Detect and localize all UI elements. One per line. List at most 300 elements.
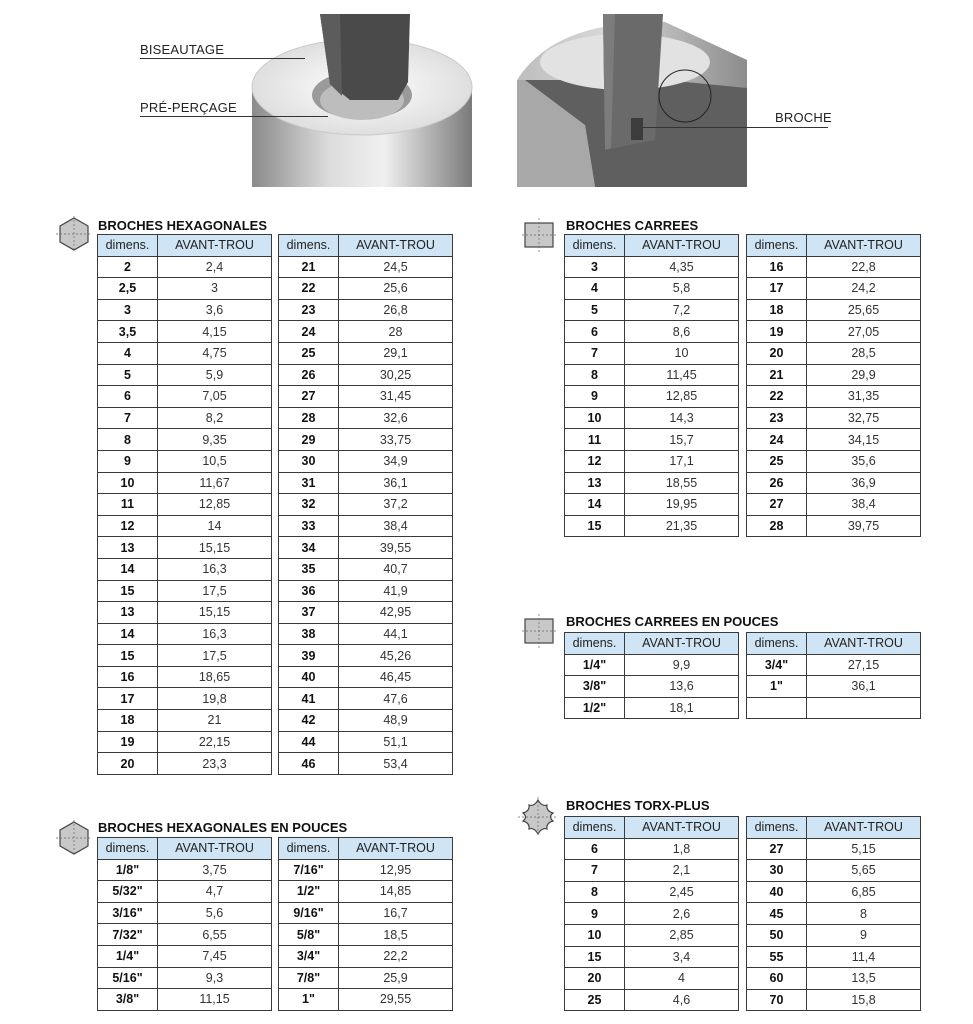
pre-percage-leader-line [140, 116, 328, 117]
cell-avant-trou: 14,3 [625, 407, 739, 429]
cell-dimension: 15 [98, 580, 158, 602]
cell-dimension: 42 [279, 710, 339, 732]
section-title-torx: BROCHES TORX-PLUS [566, 798, 710, 813]
column-header-avant-trou: AVANT-TROU [339, 838, 453, 860]
cell-avant-trou: 21,35 [625, 515, 739, 537]
cell-avant-trou: 4,6 [625, 989, 739, 1011]
cell-avant-trou: 39,55 [339, 537, 453, 559]
cell-avant-trou: 38,4 [339, 515, 453, 537]
cell-dimension: 21 [279, 256, 339, 278]
cell-dimension: 9 [98, 450, 158, 472]
column-header-dimens: dimens. [279, 838, 339, 860]
cell-avant-trou: 53,4 [339, 753, 453, 775]
column-header-dimens: dimens. [747, 235, 807, 257]
cell-dimension: 16 [98, 666, 158, 688]
cell-dimension: 25 [279, 342, 339, 364]
cell-dimension: 13 [98, 537, 158, 559]
cell-avant-trou: 3,6 [158, 299, 272, 321]
table-row [747, 654, 921, 676]
table-hex-right [278, 234, 453, 775]
table-row [98, 753, 272, 775]
cell-avant-trou: 16,3 [158, 623, 272, 645]
cell-dimension: 2,5 [98, 278, 158, 300]
cell-dimension: 3/4" [747, 654, 807, 676]
square-icon [522, 614, 556, 648]
table-row [98, 537, 272, 559]
cell-dimension: 30 [747, 860, 807, 882]
table-row [565, 278, 739, 300]
table-row [279, 299, 453, 321]
cell-avant-trou: 25,6 [339, 278, 453, 300]
cell-avant-trou: 42,95 [339, 602, 453, 624]
table-row [279, 429, 453, 451]
table-row [747, 860, 921, 882]
cell-avant-trou: 19,8 [158, 688, 272, 710]
table-hex-left [97, 234, 272, 775]
cell-avant-trou: 41,9 [339, 580, 453, 602]
cell-avant-trou: 40,7 [339, 558, 453, 580]
cell-dimension: 37 [279, 602, 339, 624]
cell-dimension: 1/4" [98, 945, 158, 967]
cell-dimension: 10 [98, 472, 158, 494]
cell-dimension: 17 [98, 688, 158, 710]
cell-dimension: 5/32" [98, 881, 158, 903]
cell-dimension: 28 [279, 407, 339, 429]
table-row [279, 753, 453, 775]
cell-avant-trou: 22,8 [807, 256, 921, 278]
table-row [98, 450, 272, 472]
cell-dimension: 45 [747, 903, 807, 925]
table-row [98, 386, 272, 408]
table-header-row [98, 235, 272, 257]
cell-avant-trou: 4 [625, 968, 739, 990]
cell-avant-trou: 6,85 [807, 881, 921, 903]
cell-dimension: 46 [279, 753, 339, 775]
cell-dimension: 20 [565, 968, 625, 990]
cell-dimension: 12 [565, 450, 625, 472]
cell-avant-trou: 5,6 [158, 902, 272, 924]
cell-dimension: 2 [98, 256, 158, 278]
cell-dimension: 7/32" [98, 924, 158, 946]
cell-dimension: 15 [565, 946, 625, 968]
cell-dimension: 6 [565, 838, 625, 860]
table-row [279, 924, 453, 946]
cell-dimension: 30 [279, 450, 339, 472]
table-row [98, 989, 272, 1011]
cell-dimension: 1/4" [565, 654, 625, 676]
cell-avant-trou: 29,1 [339, 342, 453, 364]
column-header-avant-trou: AVANT-TROU [158, 235, 272, 257]
cell-avant-trou: 7,2 [625, 299, 739, 321]
cell-avant-trou: 18,1 [625, 697, 739, 719]
cell-dimension: 6 [565, 321, 625, 343]
column-header-avant-trou: AVANT-TROU [625, 817, 739, 839]
cell-avant-trou: 11,45 [625, 364, 739, 386]
cell-avant-trou: 13,6 [625, 676, 739, 698]
cell-avant-trou: 32,75 [807, 407, 921, 429]
cell-dimension: 41 [279, 688, 339, 710]
cell-dimension: 18 [98, 710, 158, 732]
cell-avant-trou: 16,3 [158, 558, 272, 580]
column-header-dimens: dimens. [565, 235, 625, 257]
cell-avant-trou: 29,9 [807, 364, 921, 386]
table-row [747, 278, 921, 300]
cell-avant-trou: 3 [158, 278, 272, 300]
table-square-inch-left [564, 632, 739, 719]
table-row [98, 342, 272, 364]
cell-dimension: 15 [98, 645, 158, 667]
column-header-avant-trou: AVANT-TROU [807, 633, 921, 655]
table-row [279, 537, 453, 559]
table-row [565, 924, 739, 946]
cell-avant-trou: 15,15 [158, 602, 272, 624]
table-row [747, 429, 921, 451]
column-header-avant-trou: AVANT-TROU [625, 633, 739, 655]
cell-dimension: 25 [747, 450, 807, 472]
column-header-dimens: dimens. [98, 838, 158, 860]
table-row [747, 450, 921, 472]
cell-dimension: 3/16" [98, 902, 158, 924]
cell-dimension: 27 [747, 838, 807, 860]
section-title-square-inch: BROCHES CARREES EN POUCES [566, 614, 779, 629]
cell-avant-trou: 13,5 [807, 968, 921, 990]
cell-dimension: 10 [565, 407, 625, 429]
cell-dimension: 1" [279, 989, 339, 1011]
table-row [747, 881, 921, 903]
cell-avant-trou: 39,75 [807, 515, 921, 537]
cell-avant-trou: 38,4 [807, 494, 921, 516]
table-row [98, 602, 272, 624]
cell-avant-trou: 37,2 [339, 494, 453, 516]
cell-avant-trou: 11,67 [158, 472, 272, 494]
cell-dimension: 28 [747, 515, 807, 537]
cell-avant-trou: 2,4 [158, 256, 272, 278]
cell-avant-trou: 33,75 [339, 429, 453, 451]
table-row [98, 688, 272, 710]
table-row [98, 945, 272, 967]
cell-dimension: 13 [98, 602, 158, 624]
table-row [747, 946, 921, 968]
pre-percage-label: PRÉ-PERÇAGE [140, 100, 237, 115]
cell-dimension: 8 [565, 364, 625, 386]
cell-avant-trou: 7,45 [158, 945, 272, 967]
cell-dimension: 3/4" [279, 945, 339, 967]
cell-dimension: 7 [565, 342, 625, 364]
table-row [279, 859, 453, 881]
cell-dimension: 15 [565, 515, 625, 537]
table-row [279, 902, 453, 924]
column-header-avant-trou: AVANT-TROU [158, 838, 272, 860]
cell-avant-trou: 34,15 [807, 429, 921, 451]
cell-avant-trou: 25,9 [339, 967, 453, 989]
cell-avant-trou: 16,7 [339, 902, 453, 924]
column-header-avant-trou: AVANT-TROU [339, 235, 453, 257]
table-row [279, 881, 453, 903]
cell-avant-trou: 10 [625, 342, 739, 364]
cell-dimension: 3,5 [98, 321, 158, 343]
table-row [279, 580, 453, 602]
column-header-avant-trou: AVANT-TROU [807, 817, 921, 839]
cell-dimension: 20 [98, 753, 158, 775]
table-row [98, 364, 272, 386]
cell-avant-trou: 48,9 [339, 710, 453, 732]
table-header-row [747, 817, 921, 839]
broche-leader-line [643, 127, 828, 128]
table-row [98, 924, 272, 946]
cell-avant-trou: 35,6 [807, 450, 921, 472]
table-row [565, 429, 739, 451]
cell-dimension: 70 [747, 989, 807, 1011]
table-row [747, 924, 921, 946]
cell-dimension: 1/2" [565, 697, 625, 719]
cell-dimension: 27 [747, 494, 807, 516]
column-header-dimens: dimens. [565, 633, 625, 655]
table-row [98, 256, 272, 278]
table-row [98, 859, 272, 881]
cell-avant-trou: 14,85 [339, 881, 453, 903]
cell-dimension: 7/8" [279, 967, 339, 989]
table-row [279, 450, 453, 472]
cell-avant-trou: 45,26 [339, 645, 453, 667]
cell-dimension: 12 [98, 515, 158, 537]
cell-dimension: 31 [279, 472, 339, 494]
table-header-row [98, 838, 272, 860]
cell-avant-trou: 4,7 [158, 881, 272, 903]
table-row [565, 321, 739, 343]
table-row [747, 321, 921, 343]
table-row [279, 945, 453, 967]
cell-dimension: 40 [279, 666, 339, 688]
cell-dimension: 23 [279, 299, 339, 321]
table-row [279, 558, 453, 580]
cell-dimension: 11 [98, 494, 158, 516]
table-row [279, 967, 453, 989]
cell-avant-trou: 36,1 [339, 472, 453, 494]
table-row [279, 494, 453, 516]
cell-dimension: 27 [279, 386, 339, 408]
cell-avant-trou: 17,5 [158, 580, 272, 602]
cell-dimension: 4 [98, 342, 158, 364]
cell-avant-trou: 17,1 [625, 450, 739, 472]
cell-avant-trou: 11,15 [158, 989, 272, 1011]
cell-dimension: 24 [279, 321, 339, 343]
cell-avant-trou: 24,2 [807, 278, 921, 300]
table-row [98, 580, 272, 602]
cell-avant-trou: 26,8 [339, 299, 453, 321]
hexagon-icon [56, 216, 92, 252]
table-row [747, 407, 921, 429]
table-row [747, 364, 921, 386]
cell-avant-trou: 21 [158, 710, 272, 732]
cell-avant-trou: 3,4 [625, 946, 739, 968]
table-row [747, 903, 921, 925]
cell-dimension: 4 [565, 278, 625, 300]
hex-broach-pre-drilling-illustration [250, 0, 475, 187]
cell-avant-trou: 51,1 [339, 731, 453, 753]
cell-dimension: 3/8" [98, 989, 158, 1011]
table-row [279, 645, 453, 667]
cell-avant-trou: 27,05 [807, 321, 921, 343]
cell-avant-trou: 31,35 [807, 386, 921, 408]
broche-label: BROCHE [775, 110, 832, 125]
cell-avant-trou: 2,45 [625, 881, 739, 903]
column-header-dimens: dimens. [747, 817, 807, 839]
table-square-left [564, 234, 739, 537]
table-row [565, 654, 739, 676]
cell-dimension: 20 [747, 342, 807, 364]
cell-avant-trou: 46,45 [339, 666, 453, 688]
torx-star-icon [518, 797, 558, 837]
cell-dimension: 14 [98, 558, 158, 580]
cell-avant-trou: 15,7 [625, 429, 739, 451]
cell-dimension: 19 [98, 731, 158, 753]
table-row [565, 256, 739, 278]
table-row [279, 688, 453, 710]
cell-avant-trou: 18,65 [158, 666, 272, 688]
cell-avant-trou: 2,6 [625, 903, 739, 925]
cell-avant-trou: 7,05 [158, 386, 272, 408]
table-hex-inch-left [97, 837, 272, 1011]
cell-avant-trou: 28 [339, 321, 453, 343]
table-row [565, 299, 739, 321]
cell-dimension: 8 [565, 881, 625, 903]
table-row [747, 989, 921, 1011]
table-row [98, 881, 272, 903]
cell-avant-trou: 8,2 [158, 407, 272, 429]
cell-avant-trou: 2,85 [625, 924, 739, 946]
table-row [747, 676, 921, 698]
cell-avant-trou: 29,55 [339, 989, 453, 1011]
table-row [747, 968, 921, 990]
cell-avant-trou: 1,8 [625, 838, 739, 860]
cell-avant-trou: 4,35 [625, 256, 739, 278]
cell-avant-trou: 5,9 [158, 364, 272, 386]
cell-dimension: 26 [747, 472, 807, 494]
cell-avant-trou [807, 697, 921, 719]
section-title-square: BROCHES CARREES [566, 218, 699, 233]
table-row [98, 623, 272, 645]
cell-avant-trou: 2,1 [625, 860, 739, 882]
cell-dimension: 29 [279, 429, 339, 451]
column-header-dimens: dimens. [747, 633, 807, 655]
cell-dimension: 23 [747, 407, 807, 429]
section-title-hex-inch: BROCHES HEXAGONALES EN POUCES [98, 820, 348, 835]
cell-dimension: 40 [747, 881, 807, 903]
cell-dimension: 1/2" [279, 881, 339, 903]
cell-dimension: 38 [279, 623, 339, 645]
table-row [98, 472, 272, 494]
cell-dimension: 21 [747, 364, 807, 386]
cell-avant-trou: 34,9 [339, 450, 453, 472]
table-header-row [565, 633, 739, 655]
cell-dimension: 24 [747, 429, 807, 451]
cell-avant-trou: 9 [807, 924, 921, 946]
table-torx-right [746, 816, 921, 1011]
cell-avant-trou: 36,1 [807, 676, 921, 698]
cell-dimension: 6 [98, 386, 158, 408]
table-torx-left [564, 816, 739, 1011]
hexagon-icon [56, 820, 92, 856]
cell-dimension: 18 [747, 299, 807, 321]
cell-avant-trou: 22,2 [339, 945, 453, 967]
table-row [565, 676, 739, 698]
cell-avant-trou: 9,3 [158, 967, 272, 989]
cell-dimension: 34 [279, 537, 339, 559]
table-row [279, 602, 453, 624]
table-row [565, 407, 739, 429]
table-square-inch-right [746, 632, 921, 719]
table-row [565, 989, 739, 1011]
table-row [565, 860, 739, 882]
table-row [565, 968, 739, 990]
cell-dimension: 32 [279, 494, 339, 516]
table-row [98, 299, 272, 321]
column-header-dimens: dimens. [565, 817, 625, 839]
table-row [98, 407, 272, 429]
cell-dimension: 44 [279, 731, 339, 753]
cell-avant-trou: 23,3 [158, 753, 272, 775]
cell-dimension: 14 [98, 623, 158, 645]
cell-avant-trou: 3,75 [158, 859, 272, 881]
cell-avant-trou: 24,5 [339, 256, 453, 278]
table-row [98, 666, 272, 688]
cell-dimension: 7 [98, 407, 158, 429]
cell-avant-trou: 4,15 [158, 321, 272, 343]
table-row [565, 946, 739, 968]
cell-dimension: 13 [565, 472, 625, 494]
cell-dimension: 1/8" [98, 859, 158, 881]
cell-avant-trou: 11,4 [807, 946, 921, 968]
table-header-row [747, 235, 921, 257]
cell-dimension: 17 [747, 278, 807, 300]
cell-avant-trou: 12,85 [158, 494, 272, 516]
cell-avant-trou: 30,25 [339, 364, 453, 386]
table-row [279, 515, 453, 537]
cell-avant-trou: 18,55 [625, 472, 739, 494]
table-row [565, 364, 739, 386]
table-row [98, 558, 272, 580]
cell-dimension: 3 [565, 256, 625, 278]
table-row [279, 407, 453, 429]
table-row [565, 472, 739, 494]
cell-avant-trou: 22,15 [158, 731, 272, 753]
table-row [98, 645, 272, 667]
cell-dimension: 50 [747, 924, 807, 946]
cell-dimension: 5/8" [279, 924, 339, 946]
table-header-row [565, 817, 739, 839]
cell-dimension: 9/16" [279, 902, 339, 924]
cell-avant-trou: 5,15 [807, 838, 921, 860]
cell-avant-trou: 8,6 [625, 321, 739, 343]
table-row [98, 967, 272, 989]
cell-dimension: 1" [747, 676, 807, 698]
cell-avant-trou: 36,9 [807, 472, 921, 494]
cell-avant-trou: 27,15 [807, 654, 921, 676]
cell-dimension: 3 [98, 299, 158, 321]
table-row [747, 494, 921, 516]
column-header-avant-trou: AVANT-TROU [807, 235, 921, 257]
table-row [747, 515, 921, 537]
table-row [565, 494, 739, 516]
cell-dimension: 10 [565, 924, 625, 946]
table-header-row [565, 235, 739, 257]
cell-avant-trou: 12,85 [625, 386, 739, 408]
cell-dimension: 36 [279, 580, 339, 602]
cell-dimension: 60 [747, 968, 807, 990]
table-row [747, 299, 921, 321]
table-row [98, 710, 272, 732]
cell-dimension [747, 697, 807, 719]
